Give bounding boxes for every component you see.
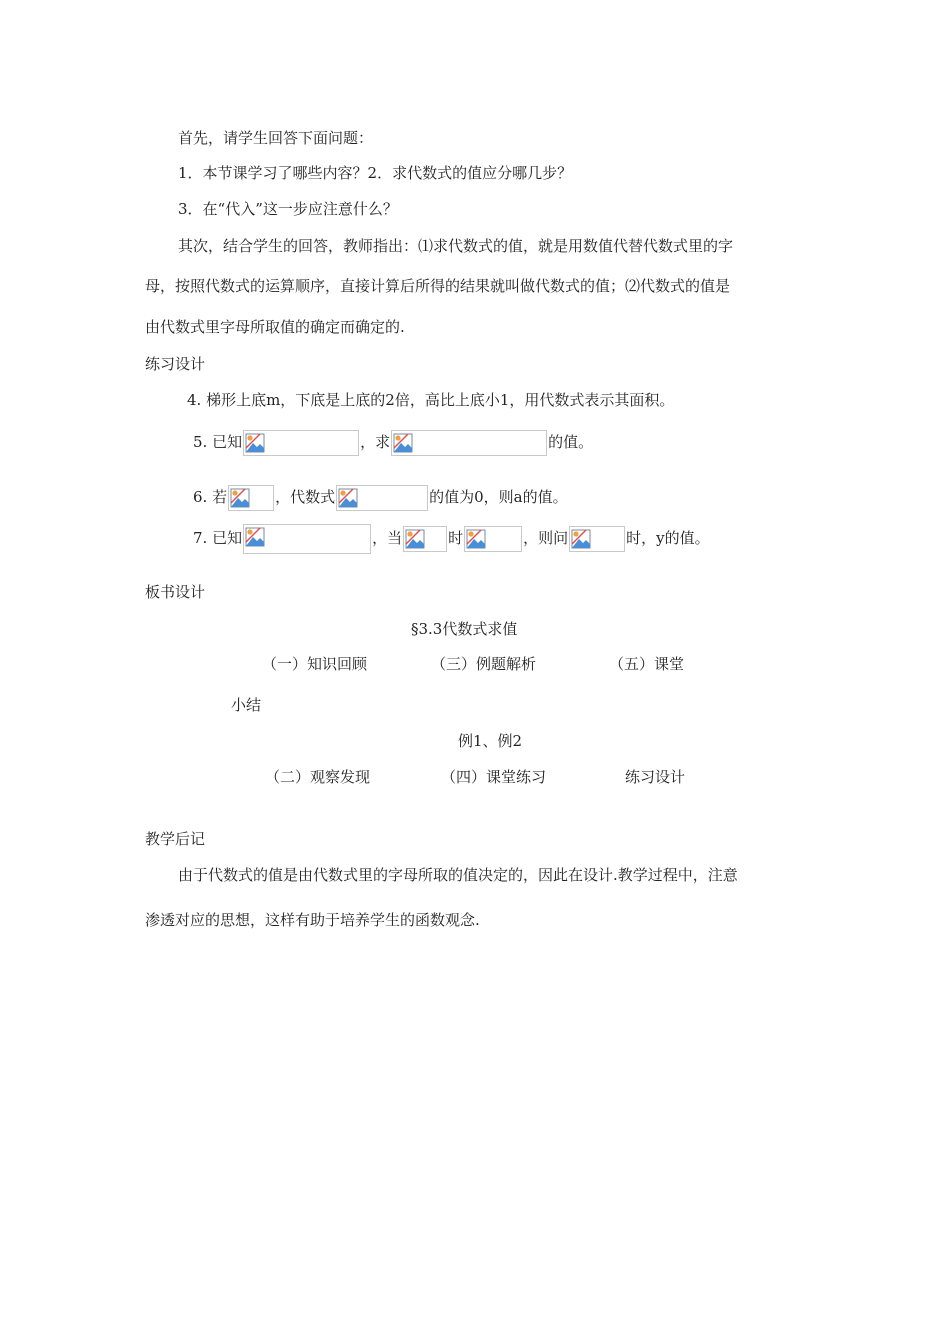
formula-image [336,485,428,511]
question-6-number: 6. 若 [193,488,228,506]
broken-image-icon [405,529,425,549]
practice-heading: 练习设计 [145,355,206,373]
question-5-text-1: ，求 [360,433,391,451]
question-7 [193,522,710,554]
question-5 [193,427,593,457]
reflection-line-1: 由于代数式的值是由代数式里的字母所取的值决定的，因此在设计.教学过程中，注意 [178,866,738,884]
board-row1-col2: （三）例题解析 [431,655,537,673]
broken-image-icon [245,433,265,453]
intro-line-2: 1．本节课学习了哪些内容？2．求代数式的值应分哪几步？ [178,164,573,182]
question-5-text-2: 的值。 [548,433,594,451]
formula-image [569,526,625,552]
question-6-text-1: ，代数式 [275,488,336,506]
board-row4-col2: （四）课堂练习 [441,768,547,786]
broken-image-icon [393,433,413,453]
question-7-text-1: ，当 [372,529,403,547]
formula-image [228,485,274,511]
intro-para-line-2: 母，按照代数式的运算顺序，直接计算后所得的结果就叫做代数式的值；⑵代数式的值是 [145,277,731,295]
question-7-text-3: ，则问 [523,529,569,547]
broken-image-icon [466,529,486,549]
question-6 [193,482,568,512]
question-6-text-2: 的值为0，则a的值。 [429,488,568,506]
formula-image [243,430,359,456]
broken-image-icon [571,529,591,549]
formula-image [391,430,547,456]
intro-line-1: 首先，请学生回答下面问题： [178,129,374,147]
reflection-heading: 教学后记 [145,830,206,848]
formula-image [243,524,371,554]
formula-image [464,526,522,552]
board-row4-col1: （二）观察发现 [265,768,371,786]
broken-image-icon [245,527,265,547]
question-7-text-2: 时 [448,529,464,547]
intro-para-line-3: 由代数式里字母所取值的确定而确定的. [145,318,405,336]
broken-image-icon [338,488,358,508]
question-7-text-4: 时，y的值。 [626,529,710,547]
board-row4-col3: 练习设计 [625,768,686,786]
question-4: 4. 梯形上底m，下底是上底的2倍，高比上底小1，用代数式表示其面积。 [187,391,675,409]
board-heading: 板书设计 [145,583,206,601]
question-5-number: 5. 已知 [193,433,243,451]
board-row1-col1: （一）知识回顾 [262,655,368,673]
reflection-line-2: 渗透对应的思想，这样有助于培养学生的函数观念. [145,911,480,929]
intro-para-line-1: 其次，结合学生的回答，教师指出：⑴求代数式的值，就是用数值代替代数式里的字 [178,237,734,255]
board-title: §3.3代数式求值 [411,620,518,638]
board-row2: 小结 [231,696,262,714]
intro-line-3: 3．在“代入”这一步应注意什么？ [178,200,398,218]
board-row3: 例1、例2 [458,732,523,750]
question-7-number: 7. 已知 [193,529,243,547]
formula-image [403,526,447,552]
board-row1-col3: （五）课堂 [609,655,685,673]
broken-image-icon [230,488,250,508]
